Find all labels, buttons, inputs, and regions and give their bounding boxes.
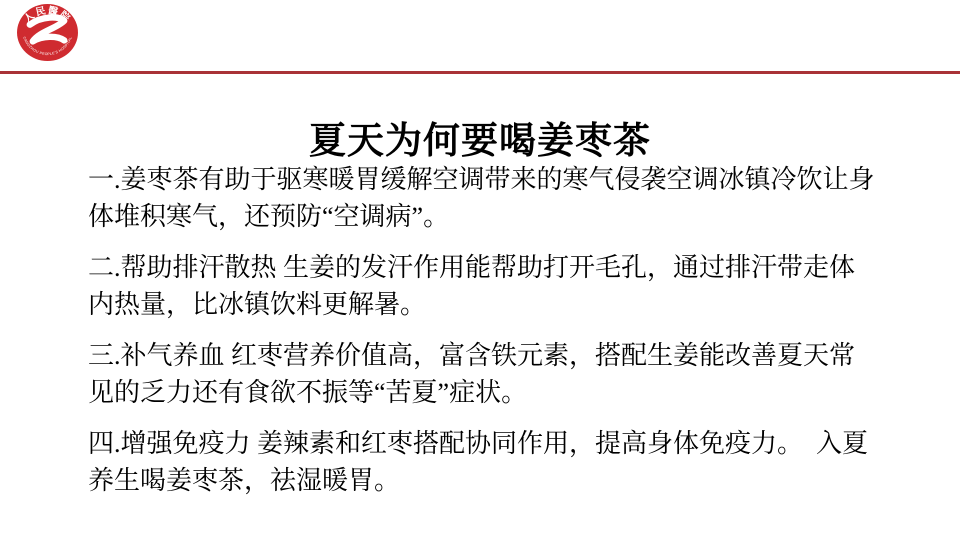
logo-bottom-text: CANGZHOU PEOPLE'S HOSPITAL (22, 36, 73, 57)
body-paragraph-2: 二.帮助排汗散热 生姜的发汗作用能帮助打开毛孔，通过排汗带走体内热量，比冰镇饮料更解暑。 (88, 253, 856, 319)
body-paragraph-4: 四.增强免疫力 姜辣素和红枣搭配协同作用，提高身体免疫力。 入夏养生喝姜枣茶，祛湿暖胃。 (88, 429, 869, 495)
logo-top-text: 人民醫院 (22, 5, 73, 26)
body-paragraph-1: 一.姜枣茶有助于驱寒暖胃缓解空调带来的寒气侵袭空调冰镇冷饮让身体堆积寒气，还预防“空调病”。 (88, 165, 875, 231)
hospital-logo (16, 3, 79, 62)
slide-body (88, 161, 880, 513)
slide-title: 夏天为何要喝姜枣茶 (309, 120, 651, 161)
body-paragraph-3: 三.补气养血 红枣营养价值高，富含铁元素，搭配生姜能改善夏天常见的乏力还有食欲不振等“苦夏”症状。 (88, 341, 856, 407)
header-divider-line (0, 71, 960, 74)
